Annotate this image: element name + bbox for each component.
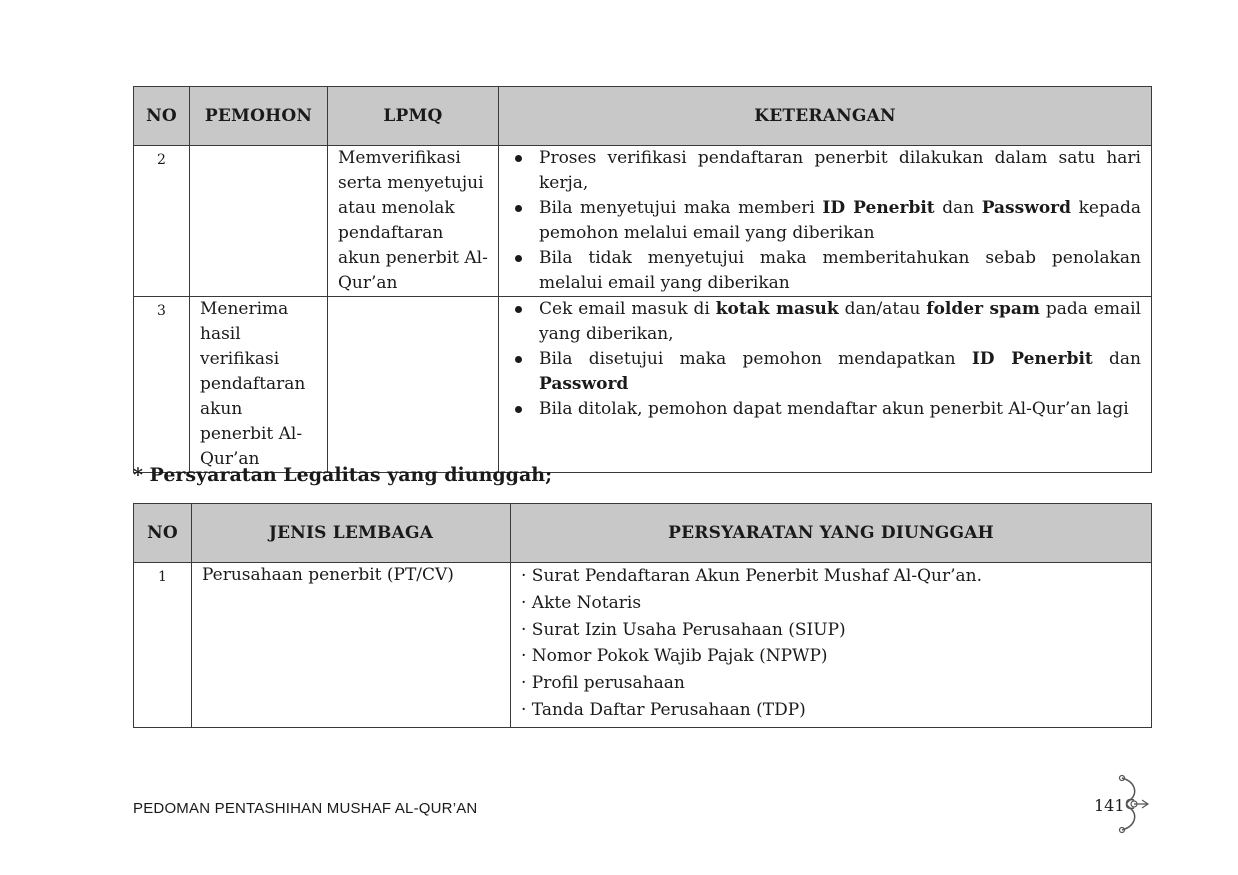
- requirements-list: [521, 563, 1141, 724]
- list-item: Bila ditolak, pemohon dapat mendaftar akun penerbit Al-Qur’an lagi: [539, 397, 1141, 422]
- table-row: [134, 297, 1152, 473]
- list-item: · Tanda Daftar Perusahaan (TDP): [521, 699, 806, 720]
- list-item: · Surat Izin Usaha Perusahaan (SIUP): [521, 619, 846, 640]
- pemohon-cell: [190, 146, 328, 297]
- section-heading: * Persyaratan Legalitas yang diunggah;: [133, 464, 553, 486]
- list-item: · Profil perusahaan: [521, 673, 685, 694]
- header-jenis-lembaga: JENIS LEMBAGA: [192, 504, 511, 563]
- table-row: [134, 563, 1152, 728]
- header-keterangan: KETERANGAN: [499, 87, 1152, 146]
- persyaratan-cell: [511, 563, 1152, 728]
- list-item: · Nomor Pokok Wajib Pajak (NPWP): [521, 646, 828, 667]
- list-item: Proses verifikasi pendaftaran penerbit dilakukan dalam satu hari kerja,: [539, 146, 1141, 196]
- table-header-row: [134, 504, 1152, 563]
- header-persyaratan: PERSYARATAN YANG DIUNGGAH: [511, 504, 1152, 563]
- list-item: · Akte Notaris: [521, 592, 642, 613]
- pemohon-cell: Menerima hasil verifikasi pendaftaran akun penerbit Al-Qur’an: [190, 297, 328, 473]
- header-no: NO: [134, 87, 190, 146]
- list-item: Bila tidak menyetujui maka memberitahukan sebab penolakan melalui email yang diberikan: [539, 246, 1141, 296]
- row-number: 3: [134, 297, 190, 473]
- keterangan-list: [509, 146, 1141, 296]
- lpmq-cell: Memverifikasi serta menyetujui atau menolak pendaftaran akun penerbit Al-Qur’an: [328, 146, 499, 297]
- header-no: NO: [134, 504, 192, 563]
- footer-title: PEDOMAN PENTASHIHAN MUSHAF AL-QUR’AN: [133, 800, 478, 817]
- row-number: 1: [134, 563, 192, 728]
- page-number: 141: [1094, 796, 1125, 815]
- procedure-table: [133, 86, 1152, 473]
- header-pemohon: PEMOHON: [190, 87, 328, 146]
- keterangan-cell: [499, 297, 1152, 473]
- keterangan-list: [509, 297, 1141, 422]
- lpmq-cell: [328, 297, 499, 473]
- table-header-row: [134, 87, 1152, 146]
- list-item: · Surat Pendaftaran Akun Penerbit Mushaf Al-Qur’an.: [521, 566, 983, 586]
- header-lpmq: LPMQ: [328, 87, 499, 146]
- list-item: Bila menyetujui maka memberi ID Penerbit dan Password kepada pemohon melalui email yang diberikan: [539, 196, 1141, 246]
- keterangan-cell: [499, 146, 1152, 297]
- list-item: Bila disetujui maka pemohon mendapatkan ID Penerbit dan Password: [539, 347, 1141, 397]
- row-number: 2: [134, 146, 190, 297]
- jenis-lembaga-cell: Perusahaan penerbit (PT/CV): [192, 563, 511, 728]
- requirements-table: [133, 503, 1152, 728]
- table-row: [134, 146, 1152, 297]
- ornament-icon: [1108, 774, 1152, 834]
- list-item: Cek email masuk di kotak masuk dan/atau folder spam pada email yang diberikan,: [539, 297, 1141, 347]
